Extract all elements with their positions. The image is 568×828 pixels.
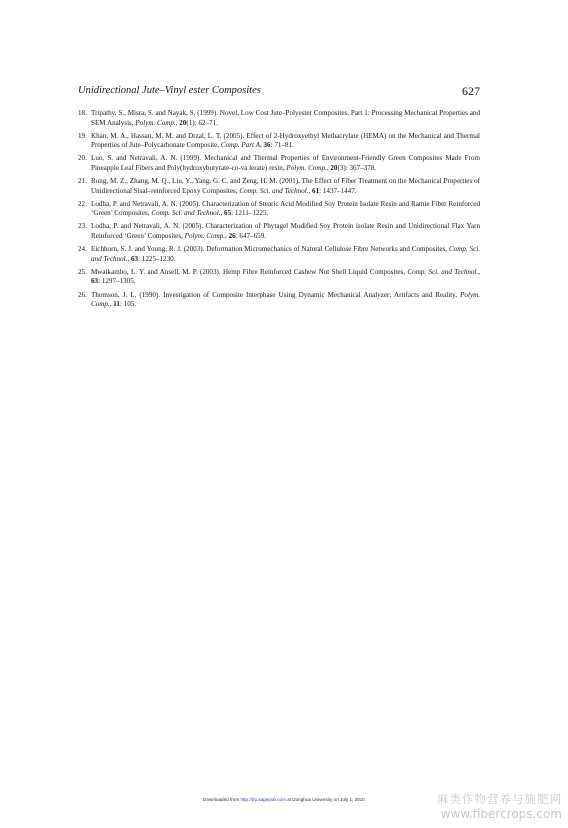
volume-number: 20	[179, 118, 187, 127]
journal-name: Polym. Comp.	[135, 118, 176, 127]
reference-number: 18.	[78, 109, 87, 117]
reference-pages: (1): 62–71.	[186, 118, 218, 127]
reference-item: 18. Tripathy, S., Misra, S. and Nayak, S. (1999). Novel, Low Cost Jute–Polyester Composites. Part 1: Processing Mechanical Properties and SEM Analysis, Polym. Comp., 20(1): 62–71.	[78, 109, 480, 127]
reference-item: 25. Mwaikambo, L. Y. and Ansell, M. P. (2003). Hemp Fibre Reinforced Cashew Nut Shell Liquid Composites, Comp. Sci. and Technol., 63: 1297–1305.	[78, 267, 480, 286]
reference-list	[78, 109, 480, 313]
reference-number: 26.	[78, 290, 87, 299]
journal-name: Polym. Comp.	[184, 232, 226, 241]
volume-number: 61	[312, 186, 320, 195]
reference-text: Khan, M. A., Hassan, M. M. and Drzal, L. T. (2005). Effect of 2-Hydroxyethyl Methacrylate (HEMA) on the Mechanical and Thermal Properties of Jute–Polycarbonate Composite,	[91, 131, 480, 150]
reference-text: Thomson, J. L. (1990). Investigation of Composite Interphase Using Dynamic Mechanical Analyzer: Artifacts and Reality,	[91, 290, 461, 299]
reference-item: 24. Eichhorn, S. J. and Young, R. J. (2003). Deformation Micromechanics of Natural Cellulose Fibre Networks and Composites, Comp. Sci. and Technol., 63: 1225–1230.	[78, 245, 480, 263]
site-watermark	[437, 792, 562, 822]
reference-item: 19. Khan, M. A., Hassan, M. M. and Drzal, L. T. (2005). Effect of 2-Hydroxyethyl Methacrylate (HEMA) on the Mechanical and Thermal Properties of Jute–Polycarbonate Composite, Comp. Part A, 36: 71–81.	[78, 131, 480, 150]
volume-number: 63	[91, 277, 99, 286]
reference-number: 25.	[78, 267, 87, 276]
reference-item: 22. Lodha, P. and Netravali, A. N. (2005). Characterization of Stearic Acid Modified Soy Protein Isolate Resin and Ramie Fiber Reinforced ‘Green’ Composites, Comp. Sci. and Technol., 65: 1211–1225.	[78, 199, 480, 218]
journal-name: Comp. Sci. and Technol.	[151, 209, 221, 218]
reference-item: 20. Luo, S. and Netravali, A. N. (1999). Mechanical and Thermal Properties of Environment-Friendly Green Composites Made From Pineapple Leaf Fibers and Poly(hydroxybutyrate-co-va lerate) resin, Polym. Comp., 20(3): 367–378.	[78, 154, 480, 172]
volume-number: 65	[224, 209, 232, 218]
reference-item: 26. Thomson, J. L. (1990). Investigation of Composite Interphase Using Dynamic Mechanical Analyzer: Artifacts and Reality, Polym. Comp., 11: 105.	[78, 290, 480, 309]
page-number: 627	[462, 84, 480, 98]
reference-number: 20.	[78, 154, 87, 163]
page-header	[78, 85, 480, 101]
reference-pages: : 1225–1230.	[138, 254, 176, 263]
volume-number: 36	[263, 141, 271, 150]
reference-text: Lodha, P. and Netravali, A. N. (2005). Characterization of Phytagel Modified Soy Protein isolate Resin and Unidirectional Flax Yarn Reinforced ‘Green’ Composites,	[91, 222, 480, 241]
running-title: Unidirectional Jute–Vinyl ester Composites	[78, 85, 261, 96]
journal-name: Comp. Sci. and Technol.	[91, 245, 480, 263]
footer-prefix: Downloaded from	[203, 797, 241, 802]
reference-pages: : 1297–1305.	[98, 277, 136, 286]
volume-number: 11	[113, 300, 120, 309]
footer-suffix: at Donghua University on July 1, 2010	[285, 797, 365, 802]
watermark-url: www.fibercrops.com	[440, 807, 562, 821]
source-link[interactable]: http://jrp.sagepub.com	[240, 797, 286, 802]
reference-item: 21. Rong, M. Z., Zhang, M. Q., Liu, Y., Yang, G. C. and Zeng, H. M. (2001). The Effect of Fiber Treatment on the Mechanical Properties of Unidirectional Sisal–reinforced Epoxy Composites, Comp. Sci. and Technol., 61: 1437–1447.	[78, 177, 480, 195]
reference-text: Tripathy, S., Misra, S. and Nayak, S. (1999). Novel, Low Cost Jute–Polyester Composites. Part 1: Processing Mechanical Properties and SEM Analysis,	[91, 109, 480, 127]
reference-pages: (3): 367–378.	[337, 163, 377, 172]
journal-name: Comp. Sci. and Technol.	[239, 186, 309, 195]
reference-pages: : 105.	[119, 300, 137, 309]
journal-name: Polym. Comp.	[91, 290, 480, 309]
reference-number: 23.	[78, 222, 87, 231]
reference-pages: : 1211–1225.	[231, 209, 269, 218]
reference-number: 22.	[78, 199, 87, 208]
reference-text: Eichhorn, S. J. and Young, R. J. (2003). Deformation Micromechanics of Natural Cellulose Fibre Networks and Composites,	[91, 245, 449, 254]
reference-number: 19.	[78, 131, 87, 140]
reference-pages: : 71–81.	[270, 141, 294, 150]
volume-number: 26	[228, 232, 236, 241]
volume-number: 63	[130, 254, 139, 263]
watermark-chinese-text: 麻类作物营养与施肥网	[437, 792, 562, 806]
reference-text: Lodha, P. and Netravali, A. N. (2005). Characterization of Stearic Acid Modified Soy Protein Isolate Resin and Ramie Fiber Reinforced ‘Green’ Composites,	[91, 199, 480, 218]
reference-text: Rong, M. Z., Zhang, M. Q., Liu, Y., Yang, G. C. and Zeng, H. M. (2001). The Effect of Fiber Treatment on the Mechanical Properties of Unidirectional Sisal–reinforced Epoxy Composites,	[91, 177, 480, 195]
reference-item: 23. Lodha, P. and Netravali, A. N. (2005). Characterization of Phytagel Modified Soy Protein isolate Resin and Unidirectional Flax Yarn Reinforced ‘Green’ Composites, Polym. Comp., 26: 647–659.	[78, 222, 480, 241]
journal-name: Comp. Part A	[220, 141, 260, 150]
reference-number: 21.	[78, 177, 87, 186]
reference-text: Mwaikambo, L. Y. and Ansell, M. P. (2003). Hemp Fibre Reinforced Cashew Nut Shell Liquid Composites,	[91, 267, 408, 276]
volume-number: 20	[330, 163, 338, 172]
journal-name: Comp. Sci. and Technol.	[407, 267, 479, 276]
reference-pages: : 647–659.	[235, 232, 267, 241]
reference-pages: : 1437–1447.	[319, 186, 357, 195]
reference-text: Luo, S. and Netravali, A. N. (1999). Mechanical and Thermal Properties of Environment-Friendly Green Composites Made From Pineapple Leaf Fibers and Poly(hydroxybutyrate-co-va lerate) resin,	[91, 154, 480, 172]
reference-number: 24.	[78, 245, 87, 254]
journal-name: Polym. Comp.	[286, 163, 327, 172]
